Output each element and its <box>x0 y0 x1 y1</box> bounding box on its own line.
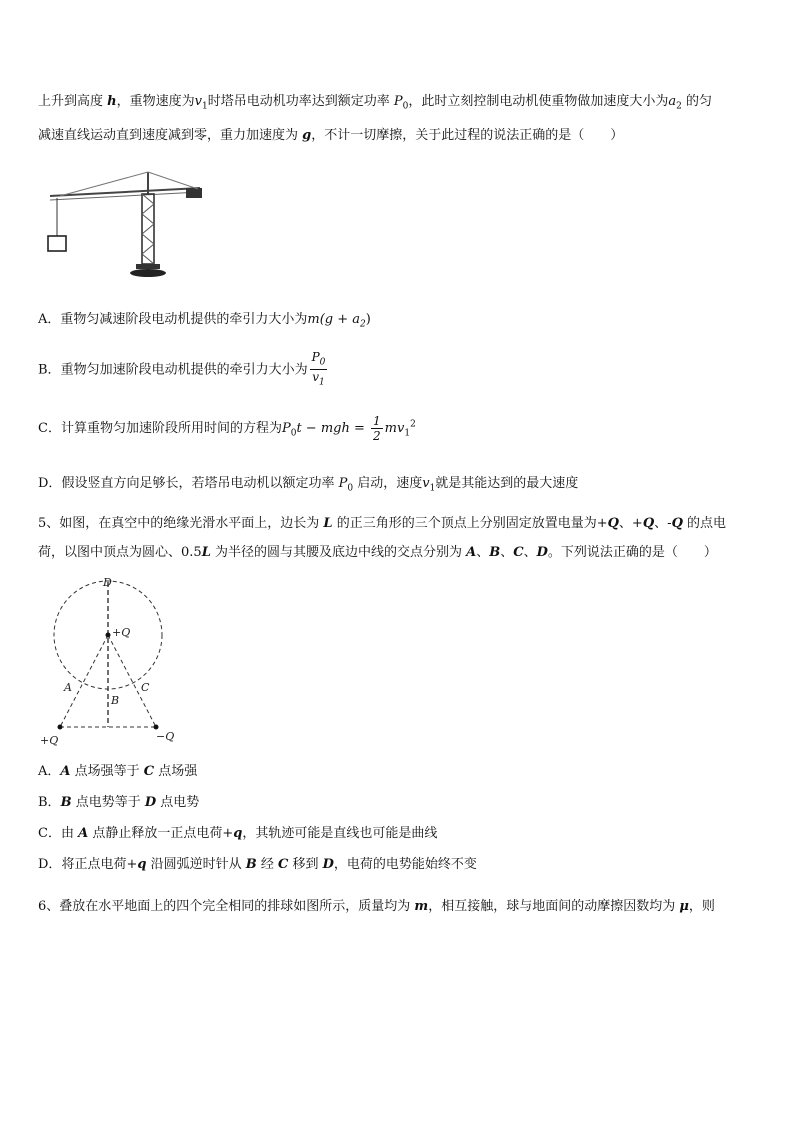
left-charge-dot <box>58 725 63 730</box>
q4-stem-line-2: 减速直线运动直到速度减到零，重力加速度为 g，不计一切摩擦，关于此过程的说法正确的是（ ） <box>38 128 624 143</box>
top-charge-label: +Q <box>112 626 131 639</box>
q5-option-c: C．由 A 点静止释放一正点电荷+q，其轨迹可能是直线也可能是曲线 <box>38 826 438 841</box>
left-charge-label: +Q <box>40 734 59 747</box>
q5-option-d: D．将正点电荷+q 沿圆弧逆时针从 B 经 C 移到 D，电荷的电势能始终不变 <box>38 857 477 872</box>
fraction-p0-over-v1: $\frac{P_0}{v_1}$ <box>311 350 326 388</box>
triangle-circle-figure <box>30 572 200 750</box>
q4-stem-line-1: 上升到高度 h，重物速度为$v_1$时塔吊电动机功率达到额定功率 $P_0$，此时立刻控制电动机使重物做加速度大小为$a_2$ 的匀 <box>38 94 712 112</box>
point-c-label: C <box>141 681 150 694</box>
q4-option-b: B．重物匀加速阶段电动机提供的牵引力大小为 $\frac{P_0}{v_1}$ <box>38 350 326 388</box>
q4-option-a: A．重物匀减速阶段电动机提供的牵引力大小为$m(g + a_2)$ <box>38 312 371 330</box>
q5-stem-line-1: 5、如图，在真空中的绝缘光滑水平面上，边长为 L 的正三角形的三个顶点上分别固定放置电量为+Q、+Q、-Q 的点电 <box>38 516 727 531</box>
tower-crane-figure <box>40 168 210 280</box>
q4-option-c: C．计算重物匀加速阶段所用时间的方程为$P_0t$ − mgh = $\frac{1}{2}$ $mv_1^2$ <box>38 414 416 443</box>
point-b-label: B <box>111 694 120 707</box>
right-charge-label: −Q <box>156 730 175 743</box>
q5-option-b: B．B 点电势等于 D 点电势 <box>38 795 200 810</box>
q5-stem-line-2: 荷，以图中顶点为圆心、0.5L 为半径的圆与其腰及底边中线的交点分别为 A、B、C、D。下列说法正确的是（ ） <box>38 545 717 560</box>
q6-stem-line-1: 6、叠放在水平地面上的四个完全相同的排球如图所示，质量均为 m，相互接触，球与地面间的动摩擦因数均为 μ，则 <box>38 899 715 914</box>
point-d-label: D <box>103 576 112 589</box>
top-charge-dot <box>106 633 111 638</box>
fraction-one-half: $\frac{1}{2}$ <box>373 414 381 443</box>
right-charge-dot <box>154 725 159 730</box>
q5-option-a: A．A 点场强等于 C 点场强 <box>38 764 198 779</box>
q4-option-d: D．假设竖直方向足够长，若塔吊电动机以额定功率 $P_0$ 启动，速度$v_1$就是其能达到的最大速度 <box>38 476 579 494</box>
point-a-label: A <box>64 681 72 694</box>
